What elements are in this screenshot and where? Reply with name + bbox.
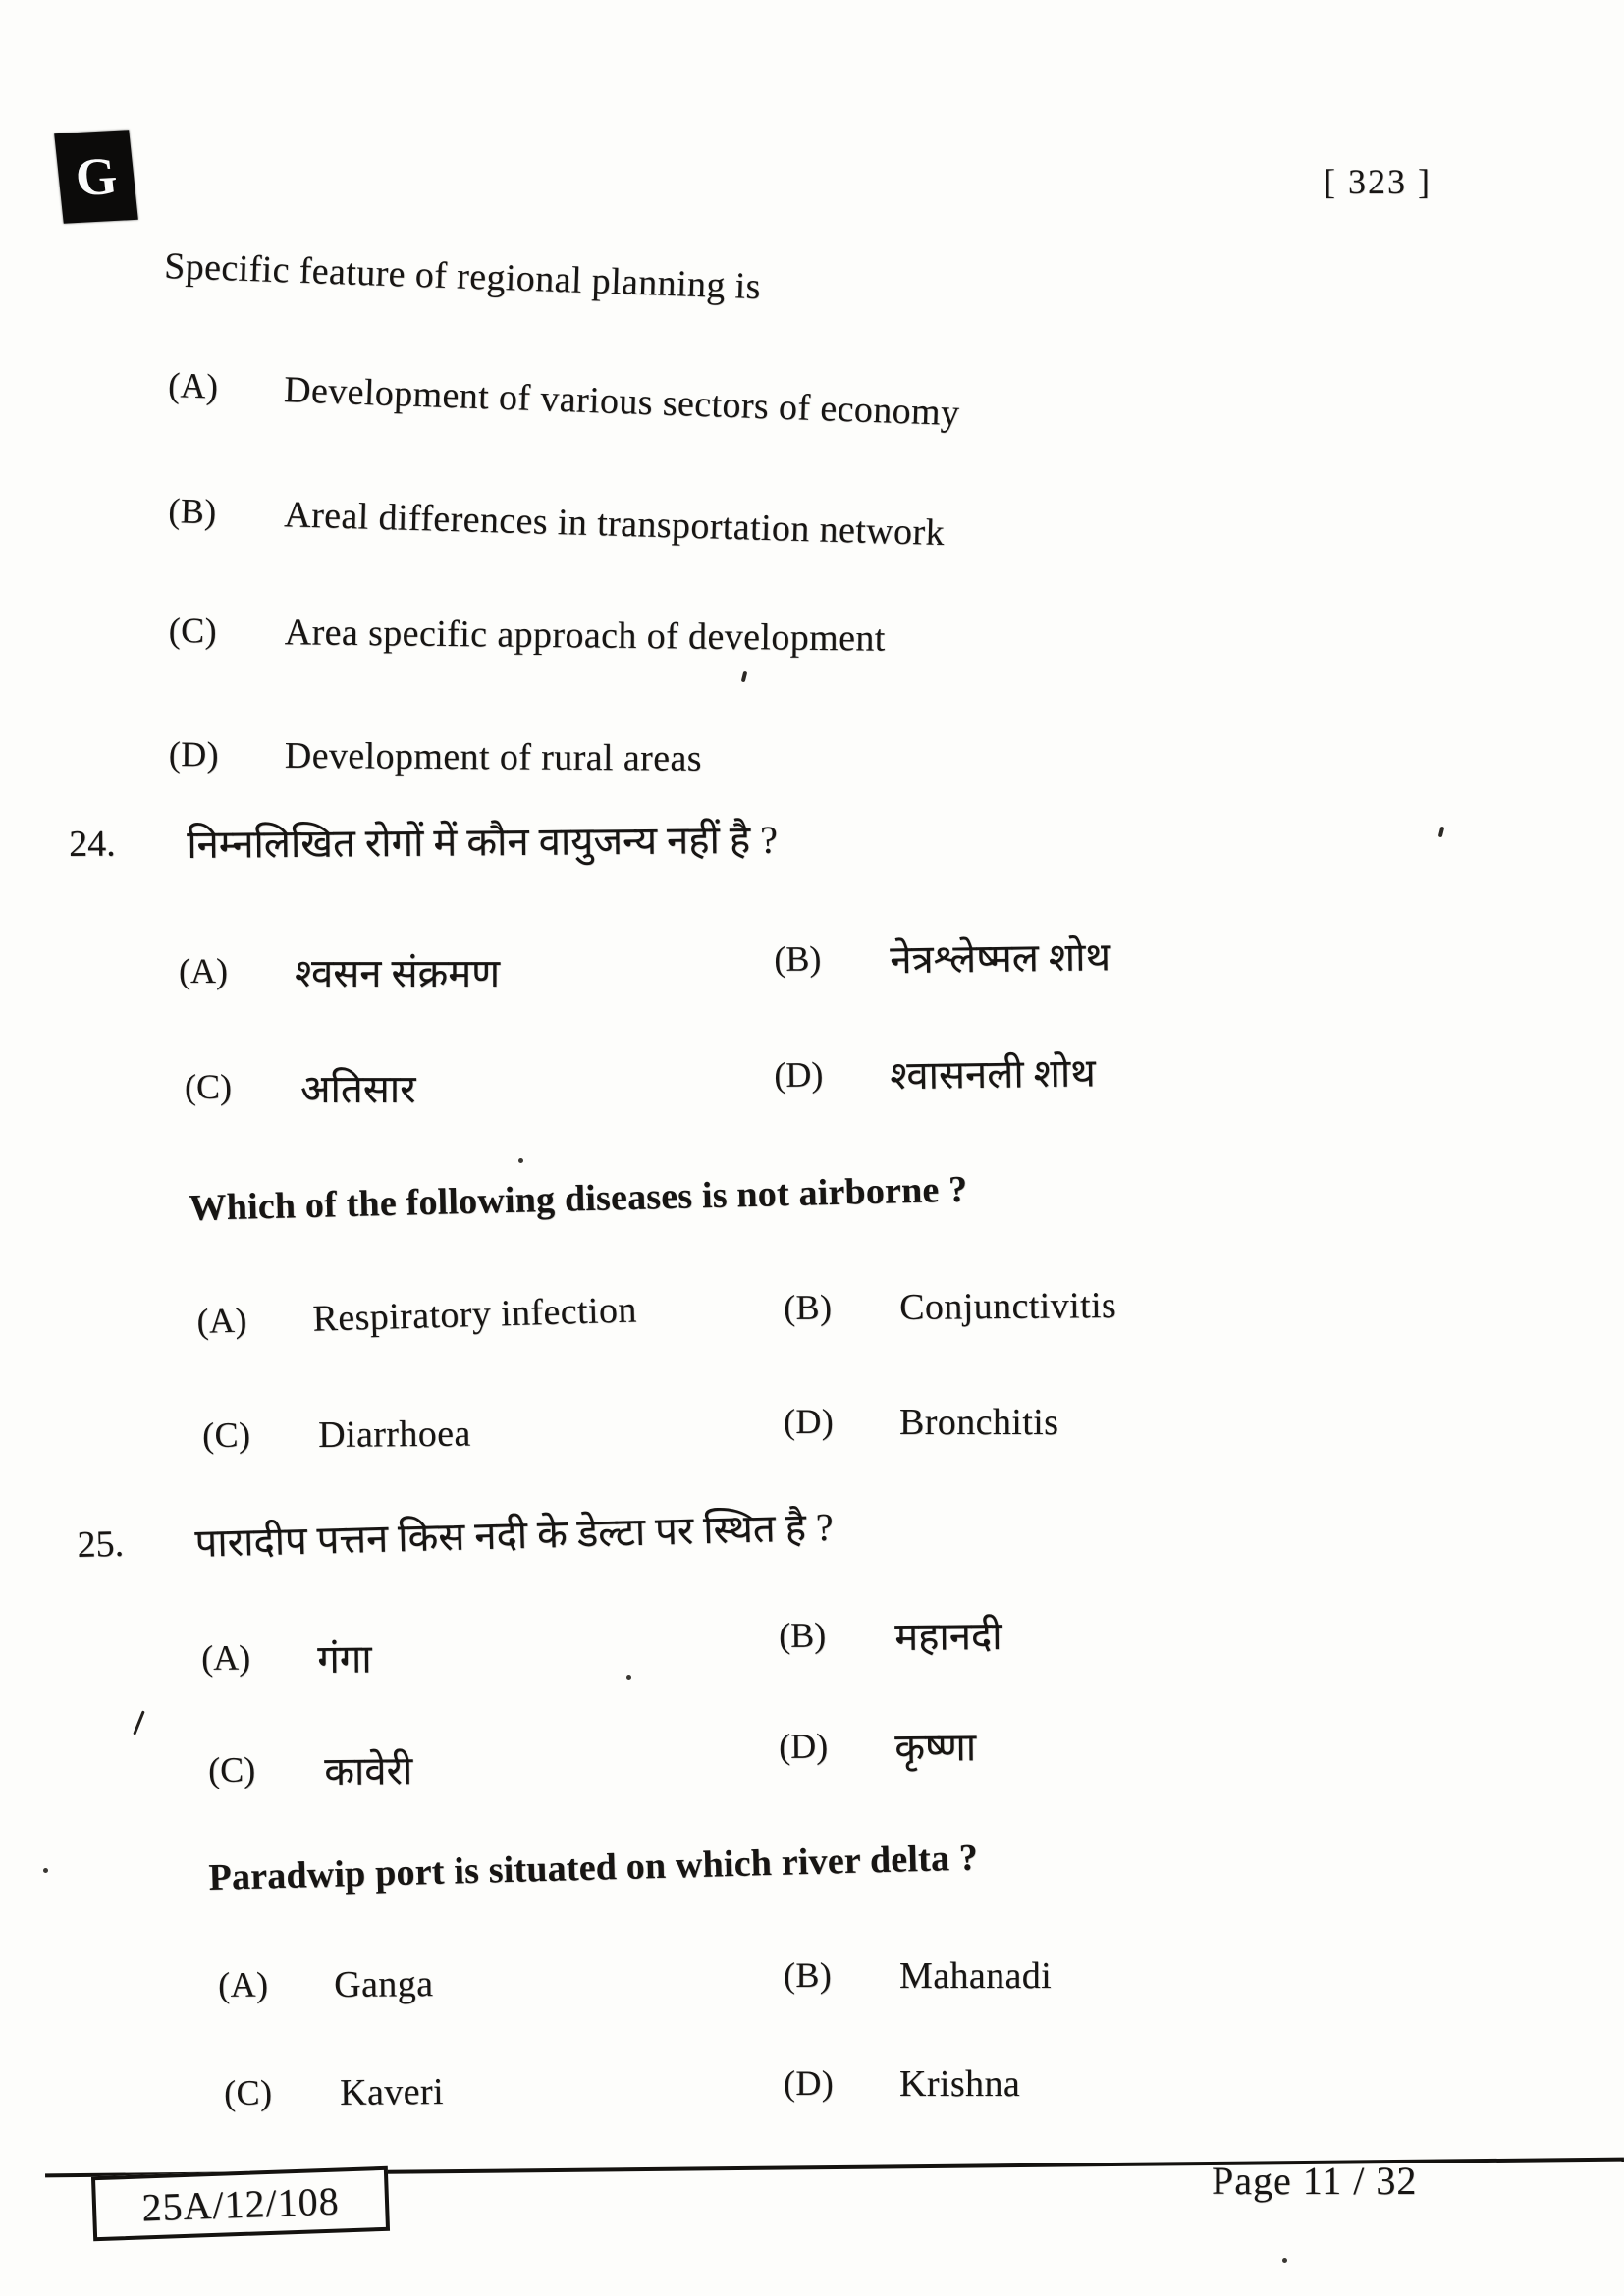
option-label: (D) bbox=[774, 1054, 824, 1095]
scan-artifact bbox=[43, 1868, 48, 1873]
q23-option-c bbox=[169, 611, 886, 661]
option-label: (D) bbox=[784, 2063, 835, 2103]
q25-option-a-english bbox=[218, 1963, 434, 2008]
option-label: (A) bbox=[218, 1964, 269, 2004]
paper-code-box bbox=[91, 2166, 390, 2241]
option-label: (A) bbox=[179, 951, 228, 990]
option-label: (C) bbox=[208, 1749, 256, 1789]
scan-artifact bbox=[1438, 827, 1445, 838]
q25-question-english: Paradwip port is situated on which river delta ? bbox=[208, 1837, 979, 1898]
option-label: (D) bbox=[784, 1402, 835, 1441]
q24-option-d-english bbox=[784, 1402, 1058, 1445]
question-number: 25. bbox=[77, 1522, 125, 1566]
q23-option-d bbox=[169, 734, 702, 780]
option-text: Ganga bbox=[333, 1963, 434, 2005]
option-text: श्वासनली शोथ bbox=[890, 1050, 1097, 1098]
q24-option-b-english bbox=[784, 1285, 1116, 1331]
q24-option-b-hindi bbox=[774, 934, 1110, 986]
option-text: Conjunctivitis bbox=[898, 1285, 1117, 1328]
option-text: Kaveri bbox=[339, 2071, 445, 2113]
question-text: पारादीप पत्तन किस नदी के डेल्टा पर स्थित है ? bbox=[193, 1504, 835, 1566]
q24-option-c-english bbox=[202, 1414, 471, 1459]
q25-option-b-hindi bbox=[779, 1613, 1002, 1662]
option-text: कृष्णा bbox=[894, 1725, 977, 1770]
option-label: (B) bbox=[774, 938, 822, 979]
q23-option-b bbox=[168, 491, 946, 556]
q24-option-a-hindi bbox=[179, 950, 500, 997]
scan-artifact bbox=[518, 1158, 523, 1163]
option-text: अतिसार bbox=[300, 1067, 416, 1111]
q24-question-hindi bbox=[69, 817, 778, 870]
option-label: (D) bbox=[779, 1726, 829, 1766]
option-label: (A) bbox=[201, 1637, 251, 1678]
q25-option-a-hindi bbox=[201, 1635, 372, 1684]
option-text: गंगा bbox=[317, 1636, 372, 1682]
option-text: महानदी bbox=[894, 1614, 1002, 1659]
q24-question-english: Which of the following diseases is not airborne ? bbox=[189, 1168, 968, 1229]
set-badge: G bbox=[54, 130, 138, 223]
scan-artifact bbox=[626, 1675, 631, 1680]
q25-question-hindi bbox=[77, 1504, 834, 1571]
option-label: (B) bbox=[779, 1615, 827, 1655]
page-number: Page 11 / 32 bbox=[1212, 2159, 1418, 2203]
option-text: Development of various sectors of economy bbox=[283, 369, 961, 435]
option-label: (D) bbox=[168, 734, 220, 774]
option-label: (C) bbox=[202, 1415, 251, 1455]
option-label: (A) bbox=[167, 365, 220, 406]
q25-option-c-english bbox=[224, 2071, 444, 2116]
question-number: 24. bbox=[69, 823, 116, 865]
option-text: Bronchitis bbox=[899, 1402, 1059, 1443]
q24-option-d-hindi bbox=[774, 1049, 1096, 1101]
option-label: (C) bbox=[224, 2072, 273, 2112]
option-label: (A) bbox=[196, 1300, 248, 1341]
option-text: नेत्रश्लेष्मल शोथ bbox=[890, 934, 1111, 983]
option-text: Diarrhoea bbox=[317, 1413, 471, 1456]
option-text: Respiratory infection bbox=[311, 1289, 638, 1340]
q24-option-c-hindi bbox=[185, 1066, 415, 1113]
option-text: Area specific approach of development bbox=[284, 612, 886, 660]
q25-option-d-english bbox=[784, 2063, 1020, 2107]
option-text: श्वसन संक्रमण bbox=[295, 951, 501, 995]
option-label: (B) bbox=[167, 491, 218, 532]
q25-option-c-hindi bbox=[208, 1747, 412, 1796]
q25-option-d-hindi bbox=[779, 1724, 976, 1773]
q23-option-a bbox=[167, 365, 960, 436]
scan-artifact bbox=[741, 671, 748, 683]
option-label: (B) bbox=[784, 1287, 833, 1327]
option-text: Areal differences in transportation network bbox=[283, 494, 946, 555]
option-label: (C) bbox=[185, 1067, 232, 1106]
paper-code: 25A/12/108 bbox=[140, 2178, 341, 2229]
option-label: (B) bbox=[784, 1955, 833, 1995]
option-text: कावेरी bbox=[324, 1748, 413, 1793]
question-text: निम्नलिखित रोगों में कौन वायुजन्य नहीं है ? bbox=[187, 817, 779, 867]
option-text: Mahanadi bbox=[899, 1955, 1053, 1997]
q25-option-b-english bbox=[784, 1955, 1052, 1999]
option-text: Development of rural areas bbox=[284, 734, 703, 779]
option-text: Krishna bbox=[899, 2063, 1021, 2105]
q23-question-text: Specific feature of regional planning is bbox=[163, 245, 762, 308]
scan-artifact bbox=[1282, 2258, 1287, 2263]
option-label: (C) bbox=[168, 611, 218, 651]
q24-option-a-english bbox=[196, 1289, 637, 1344]
scan-artifact bbox=[133, 1710, 145, 1735]
booklet-number: [ 323 ] bbox=[1324, 162, 1432, 201]
